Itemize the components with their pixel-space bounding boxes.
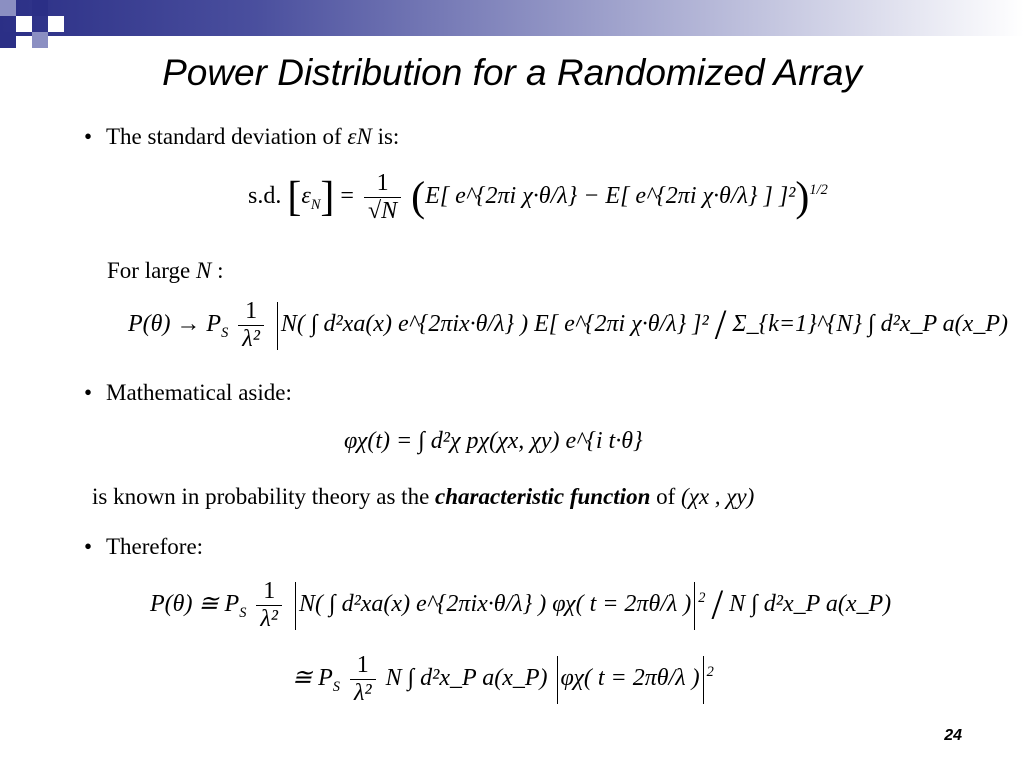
- logo-square: [48, 16, 64, 32]
- bullet-text: is:: [377, 124, 400, 149]
- expectation-expression: E[ e^{2πi χ·θ/λ} − E[ e^{2πi χ·θ/λ} ] ]²: [425, 183, 796, 210]
- logo-square: [16, 16, 32, 32]
- logo-square: [0, 32, 16, 48]
- bullet-dot-icon: •: [84, 124, 93, 149]
- header-gradient-bar: [0, 0, 1024, 36]
- for-large-n: For large N :: [107, 258, 224, 283]
- fraction: $\frac{1}{\text{λ²}}$: [256, 578, 282, 633]
- page-number: 24: [944, 727, 962, 744]
- fraction: $\frac{1}{\text{λ²}}$: [350, 652, 376, 707]
- bullet-math-aside: [84, 380, 292, 406]
- logo-square: [0, 0, 16, 16]
- bullet-text: Therefore:: [106, 534, 204, 559]
- logo-square: [32, 0, 48, 16]
- bullet-therefore: [84, 534, 203, 560]
- sd-label: s.d.: [248, 183, 282, 210]
- equation-large-n: $P(\theta) \to P_S$ $\frac{1}{\text{λ²}}$ N( ∫ d²xa(x) e^{2πix·θ/λ} ) E[ e^{2πi χ·θ/λ} ]² / Σ_{k=1}^{N} ∫ d²x_P a(x_P): [128, 298, 1008, 352]
- characteristic-function-text: is known in probability theory as the characteristic function of (χx , χy): [92, 484, 755, 509]
- equation-std-dev: s.d. $[\varepsilon_N]$ = $\frac{1}{√N}$ (E[ e^{2πi χ·θ/λ} − E[ e^{2πi χ·θ/λ} ] ]²)$^{1/2}$: [248, 170, 828, 224]
- equation-characteristic: φχ(t) = ∫ d²χ pχ(χx, χy) e^{i t·θ}: [344, 428, 643, 454]
- equation-result-2: ≅ $P_S$ $\frac{1}{\text{λ²}}$ N ∫ d²x_P a(x_P) φχ( t = 2πθ/λ ) $^2$: [292, 652, 714, 706]
- logo-square: [32, 32, 48, 48]
- bullet-dot-icon: •: [84, 380, 93, 405]
- epsilon-symbol: εN: [347, 124, 372, 149]
- equation-result-1: P(θ) ≅ $P_S$ $\frac{1}{\text{λ²}}$ N( ∫ d²xa(x) e^{2πix·θ/λ} ) φχ( t = 2πθ/λ ) $^2$ / N ∫ d²x_P a(x_P): [150, 578, 892, 632]
- bullet-std-dev: [84, 124, 399, 150]
- fraction: $\frac{1}{\text{λ²}}$: [238, 298, 264, 353]
- bullet-dot-icon: •: [84, 534, 93, 559]
- bullet-text: The standard deviation of: [106, 124, 342, 149]
- slide-title: Power Distribution for a Randomized Array: [162, 52, 862, 93]
- bullet-text: Mathematical aside:: [106, 380, 292, 405]
- fraction: $\frac{1}{√N}$: [364, 170, 401, 225]
